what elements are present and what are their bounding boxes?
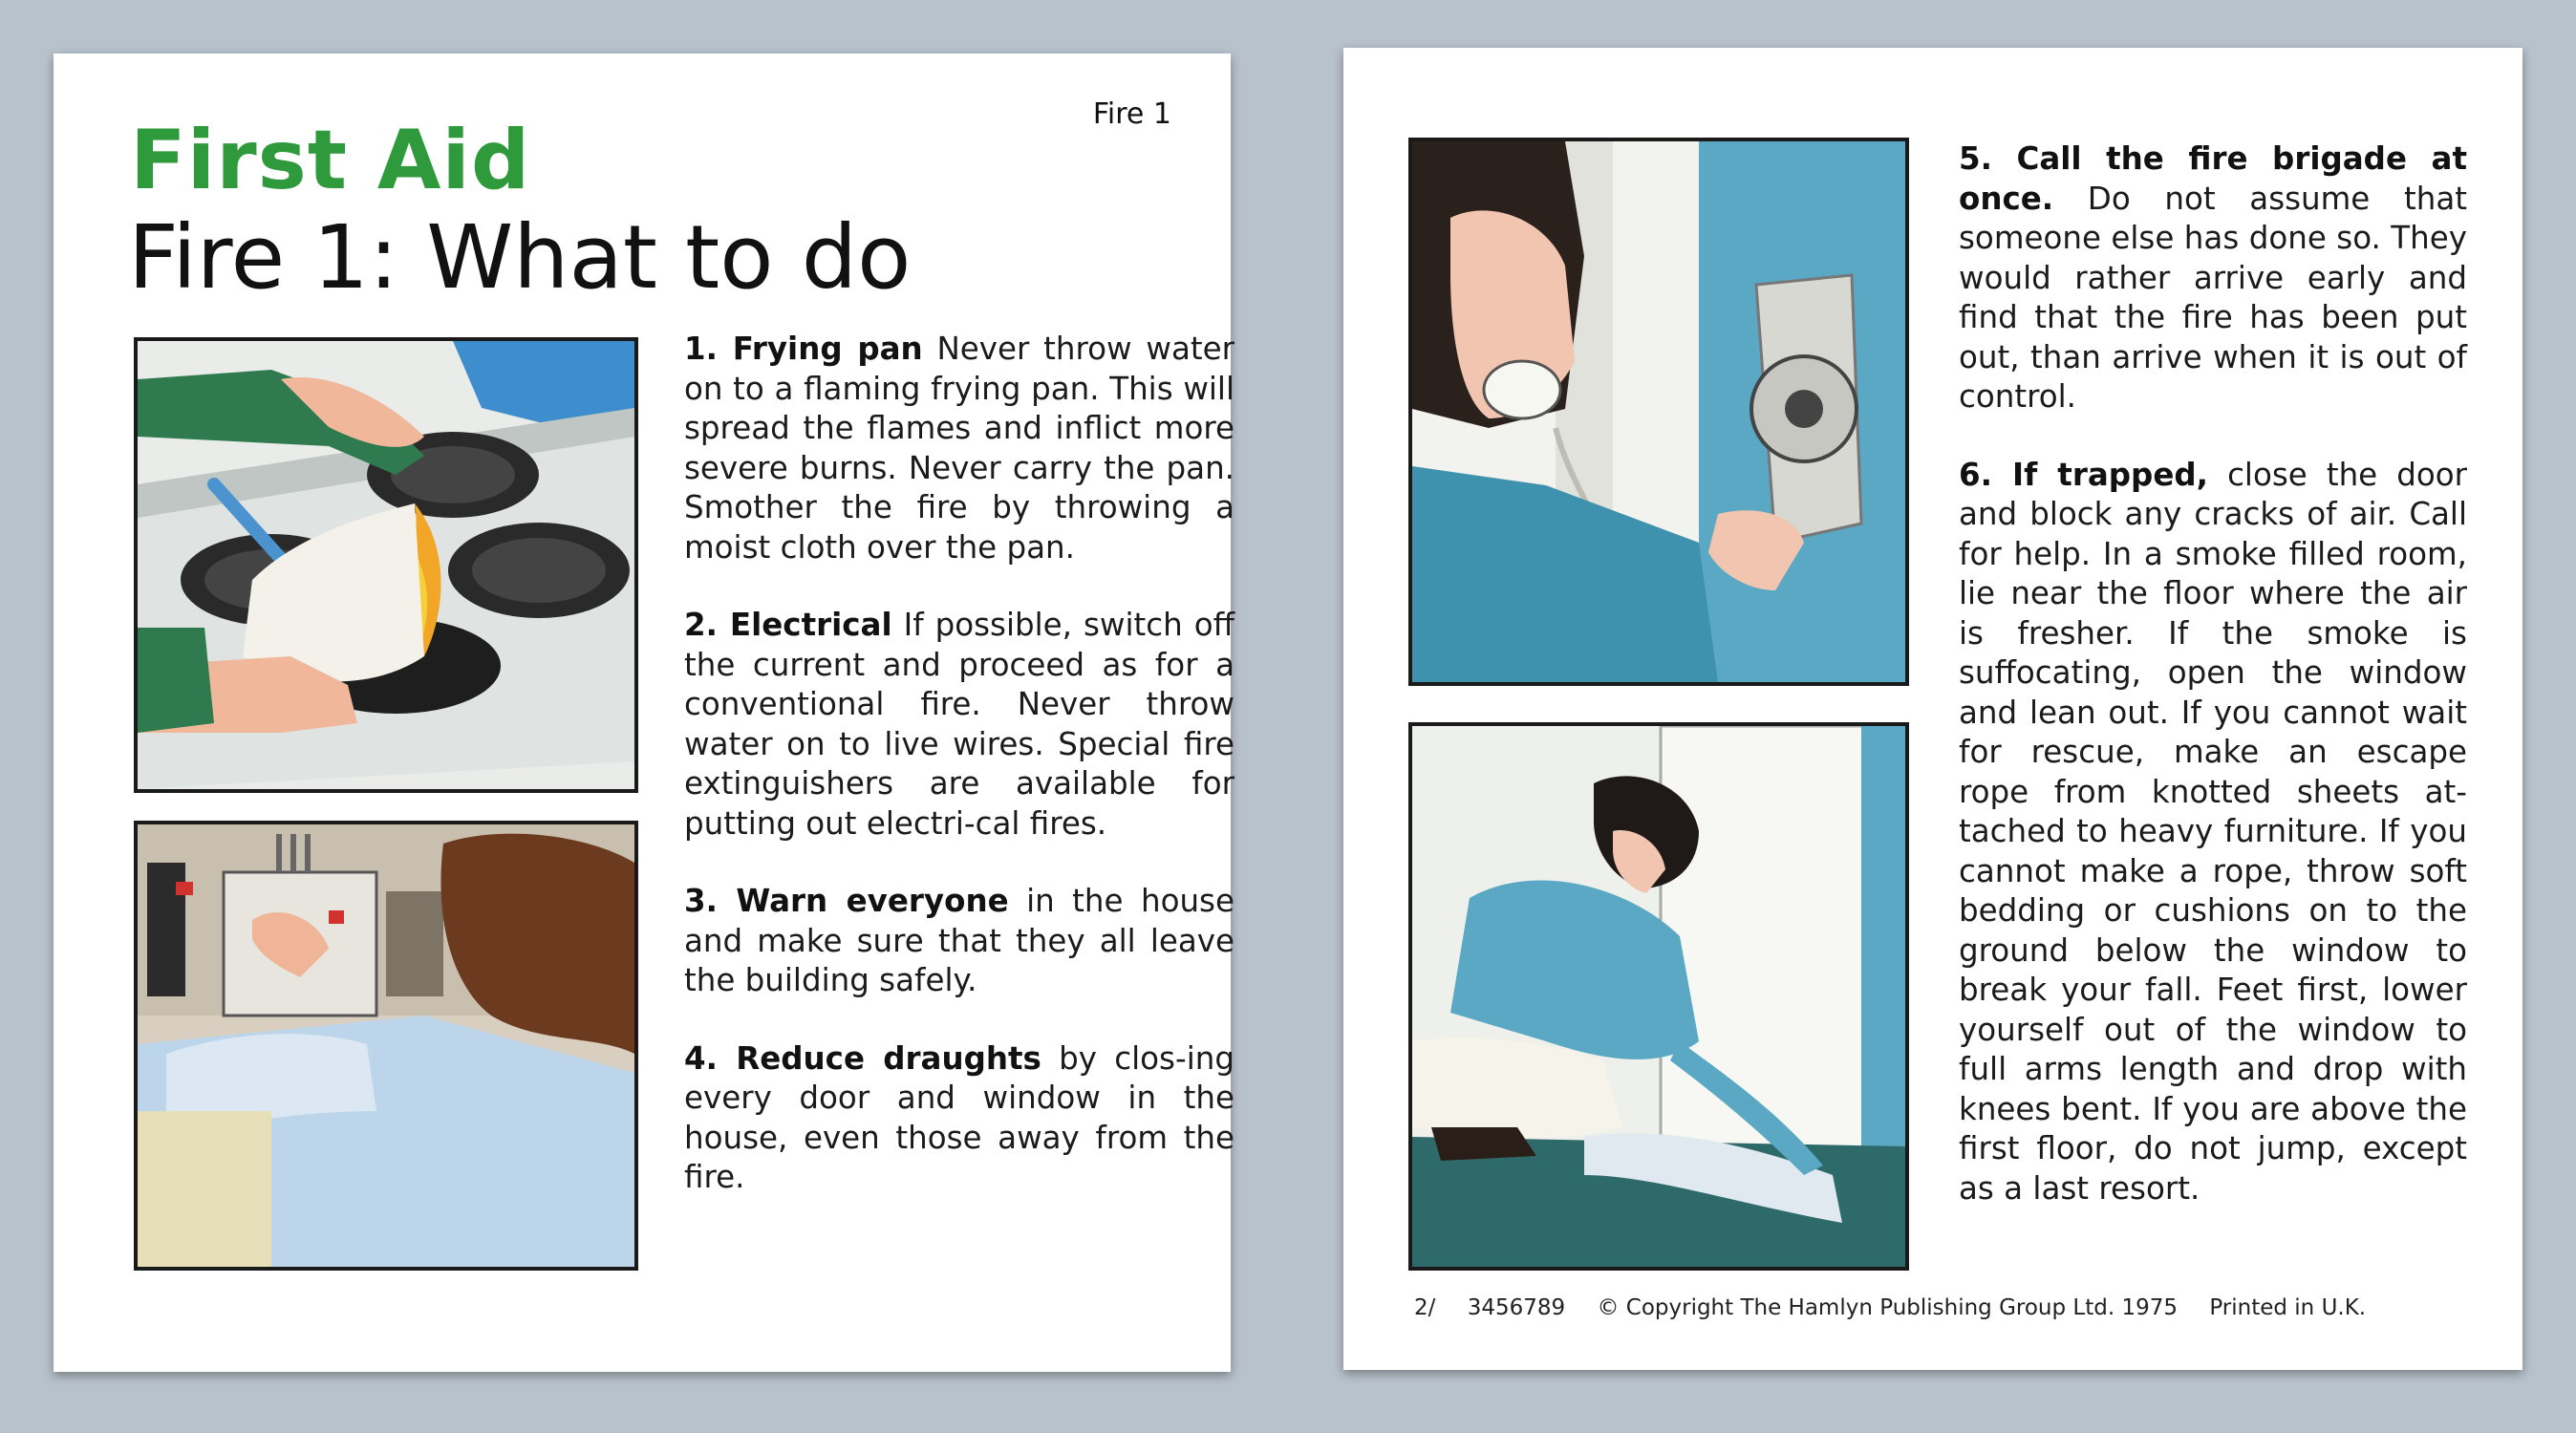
blocking-door-illustration bbox=[1408, 722, 1909, 1271]
instruction-6 bbox=[1959, 456, 2467, 1209]
instruction-6-body: close the door and block any cracks of air. Call for help. In a smoke filled room, lie near the floor where the air is fresher. If the smoke is suffocating, open the window and lean out. If you cannot wait for rescue, make an escape rope from knotted sheets at-tached to heavy furniture. If you cannot make a rope, throw soft bedding or cushions on to the ground below the window to break your fall. Feet first, lower yourself out of the window to full arms length and drop with knees bent. If you are above the first floor, do not jump, except as a last resort. bbox=[1959, 456, 2468, 1207]
instruction-4-body: by clos-ing every door and window in the house, even those away from the fire. bbox=[684, 1039, 1234, 1195]
footer-number: 3456789 bbox=[1467, 1295, 1566, 1320]
instruction-1-body: Never throw water on to a flaming frying pan. This will spread the flames and inflict more severe burns. Never carry the pan. Smother the fire by throwing a moist cloth over the pan. bbox=[684, 331, 1234, 566]
instruction-5 bbox=[1959, 139, 2467, 417]
instruction-3-heading: 3. Warn everyone bbox=[684, 883, 1009, 919]
card-title: Fire 1: What to do bbox=[128, 206, 912, 309]
instruction-5-body: Do not assume that someone else has done so. They would rather arrive early and find that the fire has been put out, than arrive when it is out of control. bbox=[1959, 180, 2467, 415]
card-number-label: Fire 1 bbox=[1092, 97, 1171, 131]
frying-pan-illustration bbox=[134, 337, 638, 793]
instruction-4 bbox=[684, 1039, 1234, 1198]
back-instructions bbox=[1959, 139, 2467, 1247]
electrical-switch-illustration bbox=[134, 821, 638, 1271]
instruction-2 bbox=[684, 606, 1234, 844]
card-front bbox=[54, 53, 1234, 1372]
instruction-1-heading: 1. Frying pan bbox=[684, 331, 923, 367]
footer-ref: 2/ bbox=[1414, 1295, 1436, 1320]
brand-title: First Aid bbox=[130, 113, 531, 208]
instruction-6-heading: 6. If trapped, bbox=[1959, 456, 2208, 493]
instruction-3 bbox=[684, 882, 1234, 1001]
instruction-1 bbox=[684, 330, 1234, 567]
footer-copyright: © Copyright The Hamlyn Publishing Group Ltd. 1975 bbox=[1597, 1295, 2179, 1320]
instruction-5-heading: 5. Call the fire brigade at once. bbox=[1959, 140, 2467, 217]
instruction-4-heading: 4. Reduce draughts bbox=[684, 1039, 1041, 1077]
instruction-2-heading: 2. Electrical bbox=[684, 607, 892, 643]
instruction-3-body: in the house and make sure that they all leave the building safely. bbox=[684, 883, 1234, 998]
footer-printed: Printed in U.K. bbox=[2209, 1295, 2367, 1320]
card-footer bbox=[1414, 1295, 2391, 1320]
front-instructions bbox=[684, 330, 1234, 1236]
card-back bbox=[1343, 48, 2522, 1370]
telephone-call-illustration bbox=[1408, 138, 1909, 686]
instruction-2-body: If possible, switch off the current and proceed as for a conventional fire. Never throw water on to live wires. Special fire extinguishers are available for putting out electri-cal fires. bbox=[684, 607, 1234, 842]
